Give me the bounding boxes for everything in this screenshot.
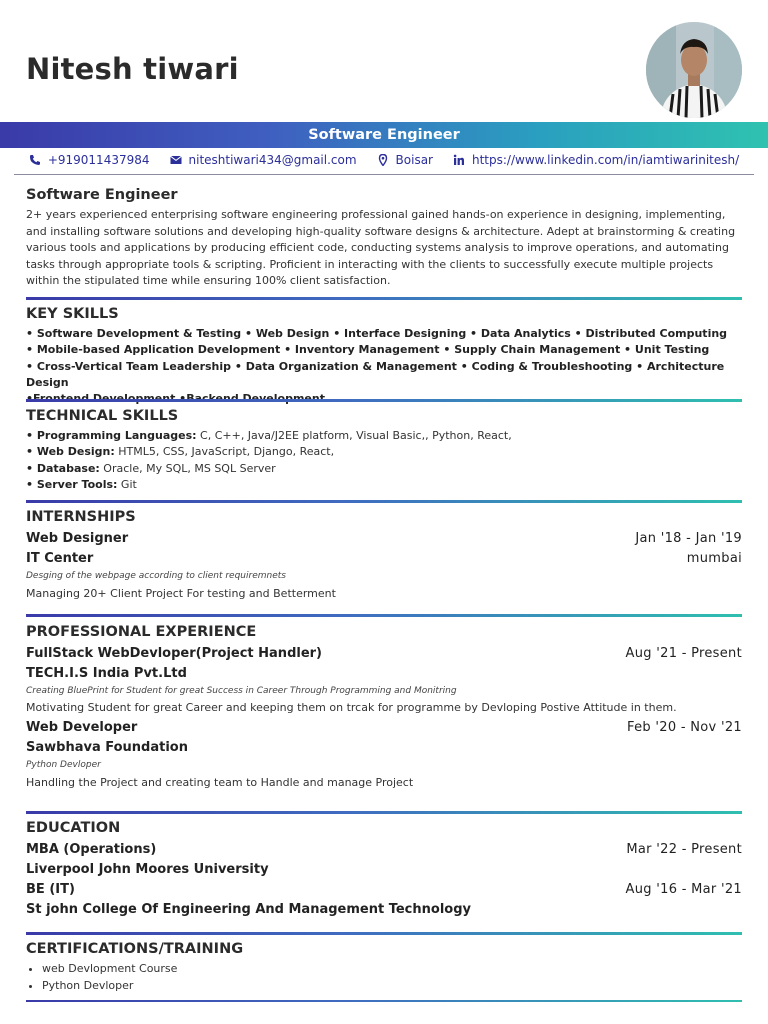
email-address: niteshtiwari434@gmail.com <box>188 153 357 167</box>
education-date: Aug '16 - Mar '21 <box>625 882 742 897</box>
section-divider <box>26 811 742 814</box>
profile-photo <box>646 22 742 118</box>
section-divider <box>26 1000 742 1002</box>
experience-title: PROFESSIONAL EXPERIENCE <box>26 624 257 640</box>
education-school: Liverpool John Moores University <box>26 862 269 877</box>
tech-skill-label: • Database: <box>26 461 100 475</box>
phone-number: +919011437984 <box>47 153 150 167</box>
experience-note: Python Devloper <box>26 760 101 770</box>
education-header <box>26 882 742 897</box>
linkedin-url: https://www.linkedin.com/in/iamtiwarinitesh/ <box>472 153 740 167</box>
technical-skills-section <box>26 408 742 493</box>
linkedin-icon <box>453 154 465 166</box>
summary-title: Software Engineer <box>26 187 178 203</box>
location-text: Boisar <box>395 153 433 167</box>
tech-skill-value: HTML5, CSS, JavaScript, Django, React, <box>114 445 335 459</box>
tech-skill-label: • Server Tools: <box>26 477 118 491</box>
experience-role: FullStack WebDevloper(Project Handler) <box>26 646 322 661</box>
certifications-list <box>26 961 742 994</box>
section-divider <box>26 500 742 503</box>
section-divider <box>26 297 742 300</box>
experience-header <box>26 646 742 661</box>
internship-date: Jan '18 - Jan '19 <box>635 531 742 546</box>
tech-skill-item <box>26 444 742 460</box>
contact-location <box>377 153 433 167</box>
candidate-name: Nitesh tiwari <box>26 52 239 86</box>
experience-section <box>26 624 742 789</box>
experience-org: Sawbhava Foundation <box>26 740 188 755</box>
internship-location: mumbai <box>686 551 742 566</box>
internship-org: IT Center <box>26 551 94 566</box>
phone-icon <box>29 154 41 166</box>
internship-note: Desging of the webpage according to client requiremnets <box>26 571 286 581</box>
internships-section <box>26 509 742 600</box>
section-divider <box>26 932 742 935</box>
experience-desc: Handling the Project and creating team to Handle and manage Project <box>26 776 414 789</box>
contact-bar <box>0 150 768 170</box>
envelope-icon <box>170 154 182 166</box>
education-title: EDUCATION <box>26 820 121 836</box>
certification-item: • web Devlopment Course <box>42 961 742 978</box>
certifications-section <box>26 941 742 994</box>
banner-title: Software Engineer <box>308 127 460 143</box>
experience-date: Feb '20 - Nov '21 <box>627 720 742 735</box>
internship-role: Web Designer <box>26 531 129 546</box>
experience-date: Aug '21 - Present <box>625 646 742 661</box>
contact-phone[interactable] <box>29 153 150 167</box>
certification-item: • Python Devloper <box>42 978 742 995</box>
experience-header <box>26 720 742 735</box>
key-skills-line: • Cross-Vertical Team Leadership • Data Organization & Management • Coding & Troubleshooting • Architecture Design <box>26 359 725 389</box>
tech-skill-label: • Web Design: <box>26 445 115 459</box>
summary-section <box>26 187 742 290</box>
tech-skill-value: Git <box>117 477 137 491</box>
tech-skill-label: • Programming Languages: <box>26 429 197 442</box>
education-degree: BE (IT) <box>26 882 75 897</box>
tech-skill-item <box>26 461 742 477</box>
contact-divider <box>14 174 754 175</box>
experience-org: TECH.I.S India Pvt.Ltd <box>26 666 187 681</box>
internships-title: INTERNSHIPS <box>26 509 136 525</box>
experience-desc: Motivating Student for great Career and keeping them on trcak for programme by Devloping Postive Attitude in them. <box>26 701 677 714</box>
key-skills-section <box>26 306 742 407</box>
key-skills-line: • Mobile-based Application Development • Inventory Management • Supply Chain Management • Unit Testing <box>26 343 710 357</box>
internship-org-row <box>26 551 742 566</box>
tech-skill-value: Oracle, My SQL, MS SQL Server <box>99 461 276 475</box>
key-skills-title: KEY SKILLS <box>26 306 119 322</box>
education-degree: MBA (Operations) <box>26 842 157 857</box>
certifications-title: CERTIFICATIONS/TRAINING <box>26 941 244 957</box>
tech-skill-item <box>26 428 742 444</box>
tech-skill-value: C, C++, Java/J2EE platform, Visual Basic,, Python, React, <box>196 429 512 442</box>
education-school: St john College Of Engineering And Management Technology <box>26 902 471 917</box>
experience-role: Web Developer <box>26 720 138 735</box>
education-section <box>26 820 742 917</box>
tech-skill-item <box>26 477 742 493</box>
experience-note: Creating BluePrint for Student for great Success in Career Through Programming and Monitring <box>26 686 457 696</box>
contact-linkedin[interactable] <box>453 153 739 167</box>
internship-desc: Managing 20+ Client Project For testing and Betterment <box>26 587 336 600</box>
profile-photo-illustration <box>646 22 742 118</box>
internship-header <box>26 531 742 546</box>
section-divider <box>26 614 742 617</box>
job-title-banner <box>0 122 768 148</box>
education-date: Mar '22 - Present <box>626 842 742 857</box>
technical-skills-title: TECHNICAL SKILLS <box>26 408 179 424</box>
key-skills-line: • Software Development & Testing • Web Design • Interface Designing • Data Analytics • Distributed Computing <box>26 327 728 340</box>
section-divider <box>26 399 742 402</box>
summary-text: 2+ years experienced enterprising software engineering professional gained hands-on experience in designing, implementing, and installing software solutions and developing high-quality software designs & architecture. Adept at brainstorming & creating various tools and applications by producing efficient code, conducting systems analysis to improve operations, and automating tasks through appropriate tools & scripting. Proficient in interacting with the clients to successfully execute multiple projects within the stipulated time while ensuring 100% client satisfaction. <box>26 208 736 288</box>
contact-email[interactable] <box>170 153 357 167</box>
map-pin-icon <box>377 154 389 166</box>
education-header <box>26 842 742 857</box>
